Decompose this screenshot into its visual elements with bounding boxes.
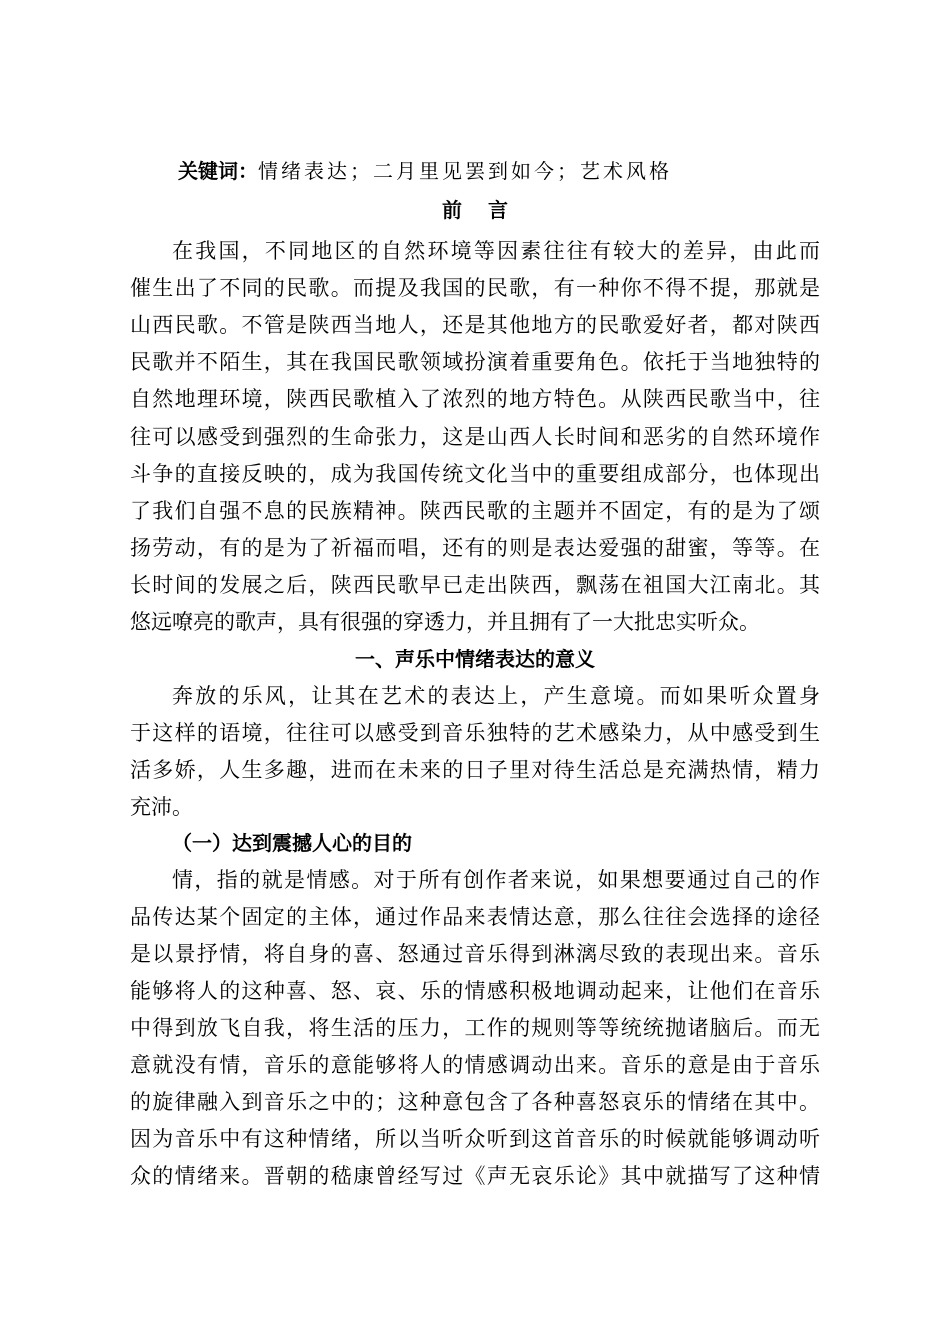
paragraph-line: 催生出了不同的民歌。而提及我国的民歌，有一种你不得不提，那就是: [130, 276, 820, 300]
paragraph-line: 众的情绪来。晋朝的嵇康曾经写过《声无哀乐论》其中就描写了这种情: [130, 1164, 820, 1188]
keywords-line: [178, 157, 698, 185]
paragraph-line: 中得到放飞自我，将生活的压力，工作的规则等等统统抛诸脑后。而无: [130, 1016, 820, 1040]
keywords-text: 情绪表达；二月里见罢到如今；艺术风格: [258, 159, 672, 183]
paragraph-line: 的旋律融入到音乐之中的；这种意包含了各种喜怒哀乐的情绪在其中。: [130, 1090, 820, 1114]
paragraph-line: 斗争的直接反映的，成为我国传统文化当中的重要组成部分，也体现出: [130, 462, 820, 486]
paragraph-line: 活多娇，人生多趣，进而在未来的日子里对待生活总是充满热情，精力: [130, 758, 820, 782]
paragraph-line: 长时间的发展之后，陕西民歌早已走出陕西，飘荡在祖国大江南北。其: [130, 573, 820, 597]
paragraph-line: 了我们自强不息的民族精神。陕西民歌的主题并不固定，有的是为了颂: [130, 499, 820, 523]
paragraph-line: 品传达某个固定的主体，通过作品来表情达意，那么往往会选择的途径: [130, 905, 820, 929]
preface-heading: 前言: [442, 198, 534, 222]
paragraph-line: 民歌并不陌生，其在我国民歌领域扮演着重要角色。依托于当地独特的: [130, 350, 820, 374]
paragraph-line: 奔放的乐风，让其在艺术的表达上，产生意境。而如果听众置身: [172, 684, 820, 708]
paragraph-line: 情，指的就是情感。对于所有创作者来说，如果想要通过自己的作: [172, 868, 820, 892]
paragraph-line: 因为音乐中有这种情绪，所以当听众听到这首音乐的时候就能够调动听: [130, 1127, 820, 1151]
subsection-heading: （一）达到震撼人心的目的: [172, 831, 412, 855]
paragraph-line: 充沛。: [130, 795, 193, 819]
paragraph-line: 自然地理环境，陕西民歌植入了浓烈的地方特色。从陕西民歌当中，往: [130, 387, 820, 411]
paragraph-line: 往可以感受到强烈的生命张力，这是山西人长时间和恶劣的自然环境作: [130, 425, 820, 449]
paragraph-line: 扬劳动，有的是为了祈福而唱，还有的则是表达爱强的甜蜜，等等。在: [130, 536, 820, 560]
paragraph-line: 是以景抒情，将自身的喜、怒通过音乐得到淋漓尽致的表现出来。音乐: [130, 942, 820, 966]
section-heading: 一、声乐中情绪表达的意义: [355, 647, 595, 671]
paragraph-line: 在我国，不同地区的自然环境等因素往往有较大的差异，由此而: [172, 239, 820, 263]
paragraph-line: 意就没有情，音乐的意能够将人的情感调动出来。音乐的意是由于音乐: [130, 1053, 820, 1077]
keywords-label: 关键词：: [178, 159, 258, 183]
paragraph-line: 于这样的语境，往往可以感受到音乐独特的艺术感染力，从中感受到生: [130, 721, 820, 745]
paragraph-line: 能够将人的这种喜、怒、哀、乐的情感积极地调动起来，让他们在音乐: [130, 979, 820, 1003]
paragraph-line: 悠远嘹亮的歌声，具有很强的穿透力，并且拥有了一大批忠实听众。: [130, 610, 760, 634]
paragraph-line: 山西民歌。不管是陕西当地人，还是其他地方的民歌爱好者，都对陕西: [130, 313, 820, 337]
